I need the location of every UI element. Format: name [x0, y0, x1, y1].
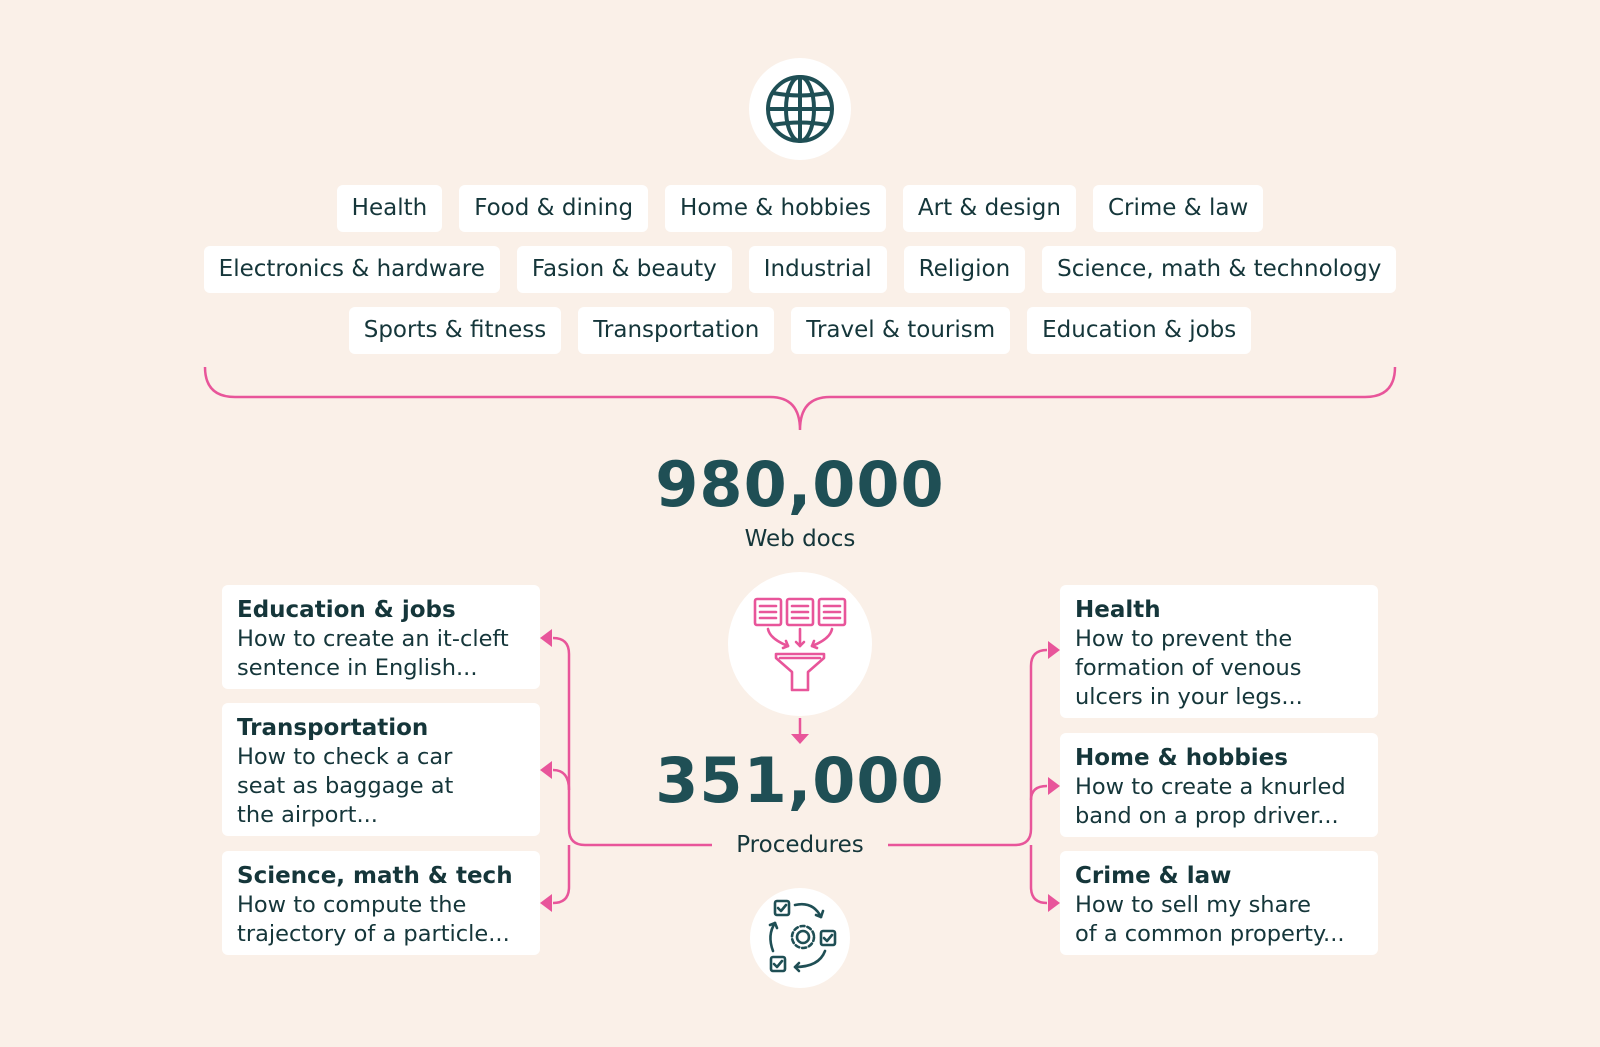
arrow-left-3: [540, 894, 552, 912]
example-card-text: How to prevent the formation of venous ulcers in your legs...: [1075, 626, 1303, 710]
example-card-left: [222, 585, 540, 689]
example-card-left: [222, 851, 540, 955]
category-row-1: [0, 185, 1600, 232]
document-funnel-icon-circle: [728, 572, 872, 716]
example-card-category: Transportation: [237, 715, 429, 741]
category-tag: Education & jobs: [1027, 307, 1251, 354]
example-card-text: How to create a knurled band on a prop driver...: [1075, 774, 1346, 829]
arrow-left-1: [540, 629, 552, 647]
category-row-2: [0, 246, 1600, 293]
example-card-right: [1060, 851, 1378, 955]
category-tag: Electronics & hardware: [204, 246, 500, 293]
procedures-label: Procedures: [736, 832, 864, 858]
example-card-category: Home & hobbies: [1075, 745, 1288, 771]
arrow-right-1: [1048, 641, 1060, 659]
category-tag: Food & dining: [459, 185, 648, 232]
example-card-category: Science, math & tech: [237, 863, 513, 889]
category-tag: Religion: [904, 246, 1026, 293]
category-tag: Science, math & technology: [1042, 246, 1396, 293]
category-tag: Home & hobbies: [665, 185, 886, 232]
web-docs-label: Web docs: [744, 526, 856, 552]
globe-icon-circle: [749, 58, 851, 160]
example-card-category: Education & jobs: [237, 597, 456, 623]
category-tag: Fasion & beauty: [517, 246, 732, 293]
category-tag: Travel & tourism: [791, 307, 1010, 354]
category-tag: Industrial: [749, 246, 887, 293]
process-cycle-icon-circle: [750, 888, 850, 988]
example-card-right: [1060, 733, 1378, 837]
example-card-text: How to sell my share of a common property...: [1075, 892, 1345, 947]
example-card-category: Health: [1075, 597, 1161, 623]
category-brace: [205, 367, 1395, 430]
process-cycle-icon: [757, 895, 843, 981]
example-card-text: How to compute the trajectory of a particle...: [237, 892, 510, 947]
document-funnel-icon: [750, 594, 850, 694]
example-card-left: [222, 703, 540, 836]
example-card-text: How to check a car seat as baggage at the airport...: [237, 744, 454, 828]
web-docs-count: 980,000: [655, 448, 945, 521]
example-card-category: Crime & law: [1075, 863, 1232, 889]
category-row-3: [0, 307, 1600, 354]
category-tag: Health: [337, 185, 443, 232]
category-tag: Transportation: [578, 307, 774, 354]
category-tag: Sports & fitness: [349, 307, 561, 354]
category-tag: Art & design: [903, 185, 1076, 232]
example-card-text: How to create an it-cleft sentence in English...: [237, 626, 509, 681]
category-tag: Crime & law: [1093, 185, 1263, 232]
globe-icon: [765, 74, 835, 144]
example-card-right: [1060, 585, 1378, 718]
procedures-count: 351,000: [655, 744, 945, 817]
arrow-right-3: [1048, 894, 1060, 912]
